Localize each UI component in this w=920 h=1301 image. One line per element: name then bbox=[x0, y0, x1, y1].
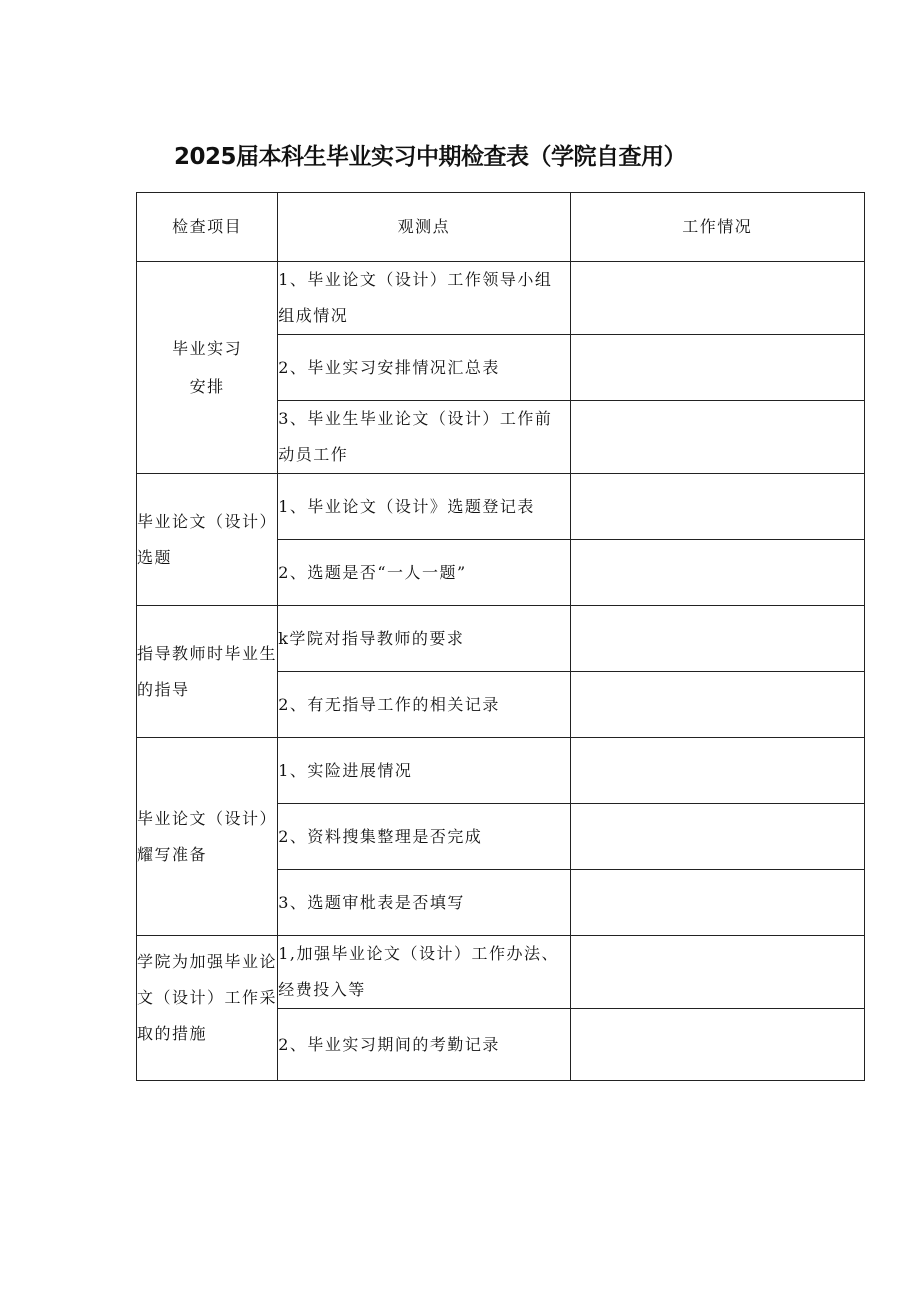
check-item-label: 毕业实习 安排 bbox=[172, 338, 243, 396]
observation-point: 3、毕业生毕业论文（设计）工作前动员工作 bbox=[278, 401, 570, 474]
check-item-college-measures: 学院为加强毕业论文（设计）工作采取的措施 bbox=[137, 936, 278, 1081]
table-header-row bbox=[137, 193, 865, 262]
observation-point: 2、资料搜集整理是否完成 bbox=[278, 804, 570, 870]
inspection-table bbox=[136, 192, 865, 1081]
table-row bbox=[137, 936, 865, 1009]
table-row bbox=[137, 262, 865, 335]
table-row bbox=[137, 474, 865, 540]
observation-point: 1,加强毕业论文（设计）工作办法、经费投入等 bbox=[278, 936, 570, 1009]
work-status-cell[interactable] bbox=[570, 804, 864, 870]
work-status-cell[interactable] bbox=[570, 401, 864, 474]
observation-point: 1、实险进展情况 bbox=[278, 738, 570, 804]
check-item-internship-arrangement bbox=[137, 262, 278, 474]
observation-point: 1、毕业论文（设计）工作领导小组组成情况 bbox=[278, 262, 570, 335]
work-status-cell[interactable] bbox=[570, 474, 864, 540]
work-status-cell[interactable] bbox=[570, 540, 864, 606]
work-status-cell[interactable] bbox=[570, 936, 864, 1009]
work-status-cell[interactable] bbox=[570, 262, 864, 335]
work-status-cell[interactable] bbox=[570, 738, 864, 804]
observation-point: 2、选题是否“一人一题” bbox=[278, 540, 570, 606]
work-status-cell[interactable] bbox=[570, 606, 864, 672]
observation-point: 2、毕业实习安排情况汇总表 bbox=[278, 335, 570, 401]
work-status-cell[interactable] bbox=[570, 335, 864, 401]
observation-point: 3、选题审枇表是否填写 bbox=[278, 870, 570, 936]
observation-point: 2、有无指导工作的相关记录 bbox=[278, 672, 570, 738]
header-check-item: 检查项目 bbox=[137, 193, 278, 262]
observation-point: k学院对指导教师的要求 bbox=[278, 606, 570, 672]
observation-point: 2、毕业实习期间的考勤记录 bbox=[278, 1009, 570, 1081]
observation-point: 1、毕业论文（设计》选题登记表 bbox=[278, 474, 570, 540]
page-title: 2025届本科生毕业实习中期检查表（学院自查用） bbox=[173, 144, 686, 170]
table-row bbox=[137, 606, 865, 672]
table-row bbox=[137, 738, 865, 804]
check-item-writing-preparation: 毕业论文（设计）耀写准备 bbox=[137, 738, 278, 936]
work-status-cell[interactable] bbox=[570, 672, 864, 738]
header-observation-point: 观测点 bbox=[278, 193, 570, 262]
check-item-thesis-topic: 毕业论文（设计）选题 bbox=[137, 474, 278, 606]
work-status-cell[interactable] bbox=[570, 870, 864, 936]
check-item-advisor-guidance: 指导教师时毕业生的指导 bbox=[137, 606, 278, 738]
header-work-status: 工作情况 bbox=[570, 193, 864, 262]
work-status-cell[interactable] bbox=[570, 1009, 864, 1081]
